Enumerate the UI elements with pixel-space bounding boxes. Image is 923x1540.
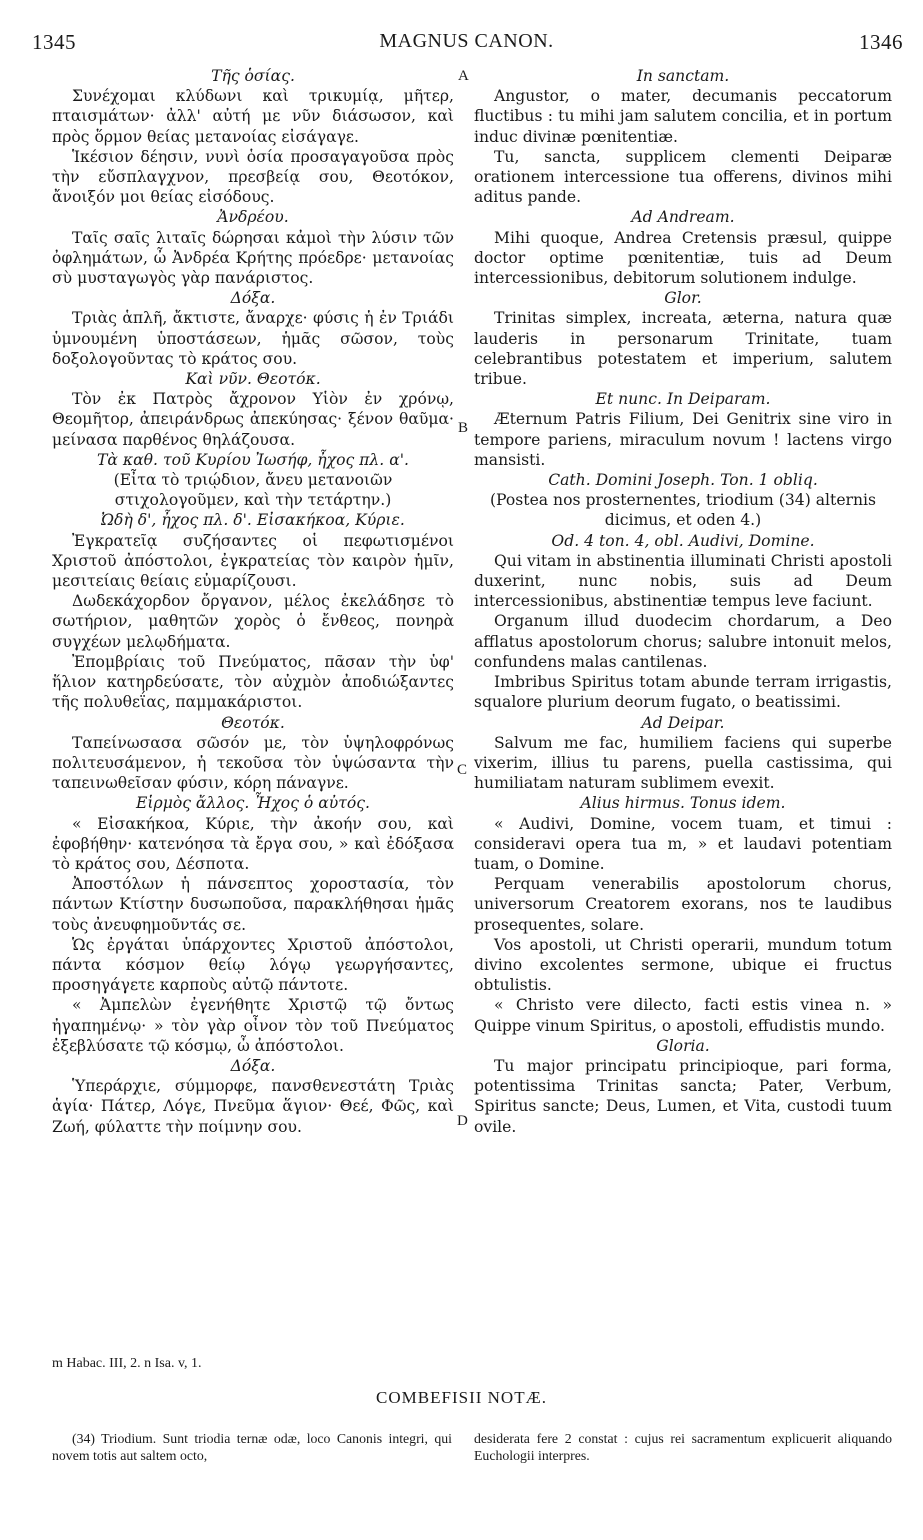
running-title: MAGNUS CANON.	[379, 30, 554, 52]
latin-paragraph: Salvum me fac, humiliem faciens qui superbe vixerim, illius tu parens, puella castissima, qui humiliatam naturam sublimem evexit.	[474, 733, 892, 793]
margin-letter-c: C	[457, 762, 468, 778]
greek-paragraph: Συνέχομαι κλύδωνι καὶ τρικυμίᾳ, μῆτερ, πταισμάτων· ἀλλ' αὐτή με νῦν διάσωσον, καὶ πρὸς ὅρμον θείας μετανοίας εἰσάγαγε.	[52, 87, 454, 146]
latin-rubric: (Postea nos prosternentes, triodium (34) alternis dicimus, et oden 4.)	[489, 491, 877, 530]
greek-rubric: (Εἶτα τὸ τριῴδιον, ἄνευ μετανοιῶν στιχολογοῦμεν, καὶ τὴν τετάρτην.)	[113, 471, 393, 510]
margin-letter-a: A	[458, 68, 469, 84]
latin-heading: Gloria.	[656, 1036, 710, 1055]
greek-paragraph: Ἀποστόλων ἡ πάνσεπτος χοροστασία, τὸν πάντων Κτίστην δυσωποῦσα, παρακλήθησαι ἡμᾶς τοὺς ἀνευφημοῦντάς σε.	[52, 875, 454, 934]
latin-heading: Alius hirmus. Tonus idem.	[580, 794, 786, 813]
latin-heading: Ad Deipar.	[641, 713, 725, 732]
latin-paragraph: Tu, sancta, supplicem clementi Deiparæ orationem intercessione tua offerens, divinos mihi aditus pande.	[474, 147, 892, 207]
latin-heading: In sanctam.	[636, 67, 730, 85]
margin-letter-d: D	[457, 1113, 468, 1129]
greek-paragraph: Ταῖς σαῖς λιταῖς δώρησαι κἀμοὶ τὴν λύσιν τῶν ὀφλημάτων, ὦ Ἀνδρέα Κρήτης πρόεδρε· μετανοίας σὺ μυσταγωγὸς γὰρ πανάριστος.	[52, 228, 454, 288]
latin-paragraph: Organum illud duodecim chordarum, a Deo afflatus apostolorum chorus; salubre intonuit melos, confundens malas cantilenas.	[474, 612, 892, 671]
latin-heading: Ad Andream.	[631, 208, 735, 227]
greek-paragraph: Ὡς ἐργάται ὑπάρχοντες Χριστοῦ ἀπόστολοι, πάντα κόσμον θείῳ λόγῳ γεωργήσαντες, προσηγάγετε καρποὺς αὐτῷ πάντοτε.	[52, 935, 454, 995]
page-number-left: 1345	[32, 30, 76, 54]
latin-paragraph: Æternum Patris Filium, Dei Genitrix sine viro in tempore pariens, miraculum novum ! lactens virgo mansisti.	[474, 410, 892, 469]
greek-heading: Ὠδὴ δ', ἦχος πλ. δ'. Εἰσακήκοα, Κύριε.	[101, 511, 405, 530]
latin-heading: Od. 4 ton. 4, obl. Audivi, Domine.	[551, 531, 815, 550]
latin-paragraph: Mihi quoque, Andrea Cretensis præsul, quippe doctor optime pœnitentiæ, tuis ad Deum intercessionibus, debitorum solutionem indulge.	[474, 228, 892, 288]
greek-paragraph: « Ἀμπελὼν ἐγενήθητε Χριστῷ τῷ ὄντως ἠγαπημένῳ· » τὸν γὰρ οἶνον τὸν τοῦ Πνεύματος ἐξεβλύσατε τῷ κόσμῳ, ὦ ἀπόστολοι.	[52, 996, 454, 1055]
greek-paragraph: Ὑπεράρχιε, σύμμορφε, πανσθενεστάτη Τριὰς ἁγία· Πάτερ, Λόγε, Πνεῦμα ἅγιον· Θεέ, Φῶς, καὶ Ζωή, φύλαττε τὴν ποίμνην σου.	[52, 1077, 454, 1136]
latin-paragraph: « Audivi, Domine, vocem tuam, et timui : consideravi opera tua m, » et laudavi potentiam tuam, o Domine.	[474, 814, 892, 873]
note-left: (34) Triodium. Sunt triodia ternæ odæ, loco Canonis integri, qui novem totis aut saltem octo,	[52, 1431, 452, 1463]
greek-paragraph: Ταπείνωσασα σῶσόν με, τὸν ὑψηλοφρόνως πολιτευσάμενον, ἡ τεκοῦσα τὸν ὑψώσαντα τὴν ταπεινωθεῖσαν φύσιν, κόρη πάναγνε.	[52, 733, 454, 793]
latin-paragraph: Trinitas simplex, increata, æterna, natura quæ lauderis in personarum Trinitate, tuam celebrantibus potestatem et imperium, salutem tribue.	[474, 309, 892, 389]
latin-paragraph: Tu major principatu principioque, pari forma, potentissima Trinitas sancta; Pater, Verbum, Spiritus sancte; Deus, Lumen, et Vita, custodi tuum ovile.	[474, 1056, 892, 1136]
greek-heading: Τῆς ὁσίας.	[211, 67, 295, 85]
latin-column	[474, 66, 892, 1137]
latin-heading: Et nunc. In Deiparam.	[595, 390, 771, 409]
latin-heading: Cath. Domini Joseph. Ton. 1 obliq.	[548, 471, 818, 490]
latin-paragraph: Qui vitam in abstinentia illuminati Christi apostoli duxerint, nunc nobis, suis ad Deum intercessionibus, abstinentiæ tempus leve faciunt.	[474, 551, 892, 611]
footnote: m Habac. III, 2. n Isa. v, 1.	[52, 1356, 202, 1371]
greek-paragraph: Τὸν ἐκ Πατρὸς ἄχρονον Υἱὸν ἐν χρόνῳ, Θεομῆτορ, ἀπειράνδρως ἀπεκύησας· ξένον θαῦμα· μείνασα παρθένος θηλάζουσα.	[52, 390, 454, 449]
greek-heading: Δόξα.	[230, 1056, 276, 1075]
greek-paragraph: Ἐπομβρίαις τοῦ Πνεύματος, πᾶσαν τὴν ὑφ' ἥλιον κατηρδεύσατε, τὸν αὐχμὸν ἀποδιώξαντες τῆς πολυθεΐας, παμμακάριστοι.	[52, 652, 454, 712]
page-header	[30, 30, 903, 64]
latin-paragraph: Vos apostoli, ut Christi operarii, mundum totum divino excolentes sermone, ubique ei fructus obtulistis.	[474, 935, 892, 995]
latin-paragraph: Angustor, o mater, decumanis peccatorum fluctibus : tu mihi jam salutem concilia, et in portum induc divinæ pœnitentiæ.	[474, 87, 892, 146]
latin-paragraph: Imbribus Spiritus totam abunde terram irrigastis, squalore plurium deorum fugato, o beatissimi.	[474, 673, 892, 712]
greek-heading: Δόξα.	[230, 289, 276, 308]
greek-heading: Καὶ νῦν. Θεοτόκ.	[185, 370, 321, 389]
greek-paragraph: Δωδεκάχορδον ὄργανον, μέλος ἐκελάδησε τὸ σωτήριον, μαθητῶν χορὸς ὁ ἔνθεος, πονηρὰ συγχέων μελῳδήματα.	[52, 592, 454, 651]
greek-column	[52, 66, 454, 1137]
latin-paragraph: Perquam venerabilis apostolorum chorus, universorum Creatorem exorans, nos te laudibus prosequentes, solare.	[474, 875, 892, 934]
page-number-right: 1346	[859, 30, 903, 54]
margin-letter-b: B	[458, 420, 469, 436]
greek-paragraph: « Εἰσακήκοα, Κύριε, τὴν ἀκοήν σου, καὶ ἐφοβήθην· κατενόησα τὰ ἔργα σου, » καὶ ἐδόξασα τὸ κράτος σου, Δέσποτα.	[52, 814, 454, 873]
greek-heading: Θεοτόκ.	[221, 713, 285, 732]
greek-paragraph: Τριὰς ἁπλῆ, ἄκτιστε, ἄναρχε· φύσις ἡ ἐν Τριάδι ὑμνουμένη ὑποστάσεων, ἡμᾶς σῶσον, τοὺς δοξολογοῦντας τὸ κράτος σου.	[52, 309, 454, 368]
notes-title: COMBEFISII NOTÆ.	[376, 1388, 547, 1407]
note-right: desiderata fere 2 constat : cujus rei sacramentum explicuerit aliquando Euchologii interpres.	[474, 1431, 892, 1463]
latin-paragraph: « Christo vere dilecto, facti estis vinea n. » Quippe vinum Spiritus, o apostoli, effudistis mundo.	[474, 996, 892, 1035]
greek-paragraph: Ἱκέσιον δέησιν, νυνὶ ὁσία προσαγαγοῦσα πρὸς τὴν εὔσπλαγχνον, πρεσβείᾳ σου, Θεοτόκον, ἄνοιξόν μοι θείας εἰσόδους.	[52, 147, 454, 207]
greek-heading: Τὰ καθ. τοῦ Κυρίου Ἰωσήφ, ἦχος πλ. α'.	[97, 450, 409, 469]
greek-heading: Εἱρμὸς ἄλλος. Ἦχος ὁ αὐτός.	[136, 794, 370, 813]
greek-heading: Ἀνδρέου.	[217, 208, 289, 227]
greek-paragraph: Ἐγκρατεῖᾳ συζήσαντες οἱ πεφωτισμένοι Χριστοῦ ἀπόστολοι, ἐγκρατείας τὸν καιρὸν ἡμῖν, μεσιτείαις θείαις εὐμαρίζουσι.	[52, 531, 454, 591]
latin-heading: Glor.	[664, 289, 702, 308]
